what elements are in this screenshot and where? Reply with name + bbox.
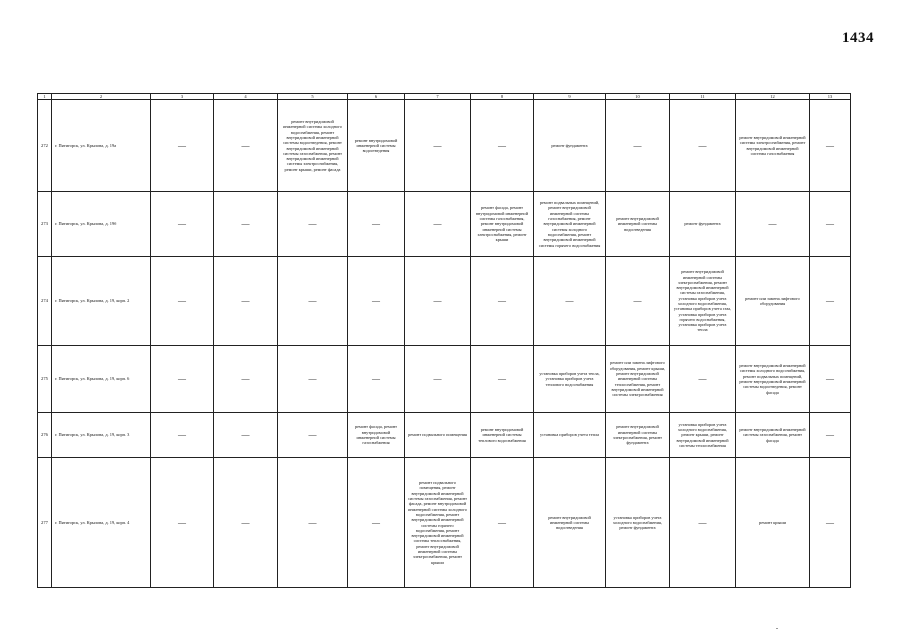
work-cell: ремонт или замена лифтового оборудования xyxy=(736,257,810,346)
row-number: 276 xyxy=(38,413,52,458)
empty-cell: — xyxy=(534,257,606,346)
empty-cell: — xyxy=(670,346,736,413)
row-number: 275 xyxy=(38,346,52,413)
work-cell: установка приборов учета тепла xyxy=(534,413,606,458)
work-cell: установка приборов учета холодного водоснабжения, ремонт крыши, ремонт внутридомовой инженерной системы теплоснабжения xyxy=(670,413,736,458)
work-cell: ремонт внутридомовой инженерной системы водоотведения xyxy=(606,192,670,257)
work-cell: ремонт внутридомовой инженерной системы водоотведения xyxy=(348,100,405,192)
empty-cell: — xyxy=(348,192,405,257)
table-row xyxy=(38,257,851,346)
address-cell: г. Пятигорск, ул. Крылова, д. 19б xyxy=(52,192,151,257)
empty-cell: — xyxy=(471,100,534,192)
work-cell: ремонт или замена лифтового оборудования, ремонт крыши, ремонт внутридомовой инженерной системы теплоснабжения, ремонт внутридомовой инженерной системы электроснабжения xyxy=(606,346,670,413)
empty-cell: — xyxy=(810,257,851,346)
empty-cell: — xyxy=(214,346,278,413)
empty-cell: — xyxy=(810,100,851,192)
header-cell: 4 xyxy=(214,94,278,100)
page-number: 1434 xyxy=(842,30,874,46)
header-cell: 2 xyxy=(52,94,151,100)
empty-cell: — xyxy=(405,192,471,257)
empty-cell: — xyxy=(471,257,534,346)
work-cell: ремонт фасада, ремонт внутридомовой инженерной системы газоснабжения xyxy=(348,413,405,458)
header-cell: 1 xyxy=(38,94,52,100)
header-cell: 12 xyxy=(736,94,810,100)
empty-cell: — xyxy=(405,100,471,192)
work-cell: ремонт фундамента xyxy=(670,192,736,257)
work-cell: ремонт крыши xyxy=(736,458,810,588)
empty-cell: — xyxy=(151,257,214,346)
row-number: 274 xyxy=(38,257,52,346)
work-cell: ремонт внутридомовой инженерной системы электроснабжения, ремонт внутридомовой инженерной системы газоснабжения, установка приборов учета холодного водоснабжения, установка приборов учета газа, установка приборов учета горячего водоснабжения, установка приборов учета тепла xyxy=(670,257,736,346)
header-cell: 3 xyxy=(151,94,214,100)
empty-cell: — xyxy=(471,458,534,588)
table-row xyxy=(38,458,851,588)
address-cell: г. Пятигорск, ул. Крылова, д. 19, корп. 4 xyxy=(52,458,151,588)
header-cell: 8 xyxy=(471,94,534,100)
empty-cell: — xyxy=(670,100,736,192)
empty-cell: — xyxy=(810,458,851,588)
repair-schedule-table xyxy=(37,93,851,588)
header-cell: 11 xyxy=(670,94,736,100)
empty-cell: — xyxy=(278,413,348,458)
empty-cell: — xyxy=(151,100,214,192)
work-cell: ремонт подвального помещения, ремонт внутридомовой инженерной системы газоснабжения, ремонт фасада, ремонт внутридомовой инженерной системы холодного водоснабжения, ремонт внутридомовой инженерной системы горячего водоснабжения, ремонт внутридомовой инженерной системы теплоснабжения, ремонт внутридомовой инженерной системы электроснабжения, ремонт крыши xyxy=(405,458,471,588)
empty-cell: — xyxy=(214,413,278,458)
empty-cell: — xyxy=(214,458,278,588)
header-cell: 10 xyxy=(606,94,670,100)
empty-cell: — xyxy=(151,192,214,257)
empty-cell: — xyxy=(278,257,348,346)
empty-cell: — xyxy=(736,192,810,257)
table-row xyxy=(38,346,851,413)
empty-cell: — xyxy=(348,346,405,413)
empty-cell: — xyxy=(471,346,534,413)
work-cell: установка приборов учета тепла, установка приборов учета теплового водоснабжения xyxy=(534,346,606,413)
work-cell: ремонт внутридомовой инженерной системы холодного водоснабжения, ремонт подвальных помещений, ремонт внутридомовой инженерной системы водоотведения, ремонт фасада xyxy=(736,346,810,413)
work-cell: ремонт внутридомовой инженерной системы газоснабжения, ремонт фасада xyxy=(736,413,810,458)
empty-cell: — xyxy=(348,458,405,588)
address-cell: г. Пятигорск, ул. Крылова, д. 19, корп. 2 xyxy=(52,257,151,346)
empty-cell: — xyxy=(810,192,851,257)
table-body xyxy=(38,94,851,588)
empty-cell: — xyxy=(348,257,405,346)
empty-cell: — xyxy=(405,257,471,346)
table-row xyxy=(38,413,851,458)
empty-cell: — xyxy=(278,346,348,413)
table-row xyxy=(38,100,851,192)
empty-cell: — xyxy=(214,192,278,257)
row-number: 273 xyxy=(38,192,52,257)
empty-cell: — xyxy=(670,458,736,588)
work-cell: ремонт внутридомовой инженерной системы холодного водоснабжения, ремонт внутридомовой инженерной системы водоотведения, ремонт внутридомовой инженерной системы газоснабжения, ремонт внутридомовой инженерной системы электроснабжения, ремонт крыши, ремонт фасада xyxy=(278,100,348,192)
address-cell: г. Пятигорск, ул. Крылова, д. 19а xyxy=(52,100,151,192)
empty-cell: — xyxy=(151,458,214,588)
address-cell: г. Пятигорск, ул. Крылова, д. 19, корп. 3 xyxy=(52,413,151,458)
empty-cell: — xyxy=(151,413,214,458)
work-cell: ремонт внутридомовой инженерной системы теплового водоснабжения xyxy=(471,413,534,458)
work-cell: установка приборов учета холодного водоснабжения, ремонт фундамента xyxy=(606,458,670,588)
work-cell: ремонт внутридомовой инженерной системы электроснабжения, ремонт внутридомовой инженерной системы газоснабжения xyxy=(736,100,810,192)
header-cell: 6 xyxy=(348,94,405,100)
address-cell: г. Пятигорск, ул. Крылова, д. 19, корп. 6 xyxy=(52,346,151,413)
work-cell: ремонт фундамента xyxy=(534,100,606,192)
row-number: 277 xyxy=(38,458,52,588)
empty-cell: — xyxy=(606,257,670,346)
header-cell: 13 xyxy=(810,94,851,100)
header-cell: 5 xyxy=(278,94,348,100)
empty-cell: — xyxy=(278,192,348,257)
empty-cell: — xyxy=(810,346,851,413)
empty-cell: — xyxy=(278,458,348,588)
empty-cell: — xyxy=(214,257,278,346)
empty-cell: — xyxy=(810,413,851,458)
row-number: 272 xyxy=(38,100,52,192)
work-cell: ремонт внутридомовой инженерной системы электроснабжения, ремонт фундамента xyxy=(606,413,670,458)
scan-speck xyxy=(776,628,778,629)
work-cell: ремонт подвального помещения xyxy=(405,413,471,458)
work-cell: ремонт внутридомовой инженерной системы водоотведения xyxy=(534,458,606,588)
header-cell: 9 xyxy=(534,94,606,100)
empty-cell: — xyxy=(151,346,214,413)
work-cell: ремонт подвальных помещений, ремонт внутридомовой инженерной системы газоснабжения, ремонт внутридомовой инженерной системы холодного водоснабжения, ремонт внутридомовой инженерной системы горячего водоснабжения xyxy=(534,192,606,257)
empty-cell: — xyxy=(405,346,471,413)
header-cell: 7 xyxy=(405,94,471,100)
table-row xyxy=(38,192,851,257)
empty-cell: — xyxy=(606,100,670,192)
work-cell: ремонт фасада, ремонт внутридомовой инженерной системы газоснабжения, ремонт внутридомовой инженерной системы электроснабжения, ремонт крыши xyxy=(471,192,534,257)
empty-cell: — xyxy=(214,100,278,192)
